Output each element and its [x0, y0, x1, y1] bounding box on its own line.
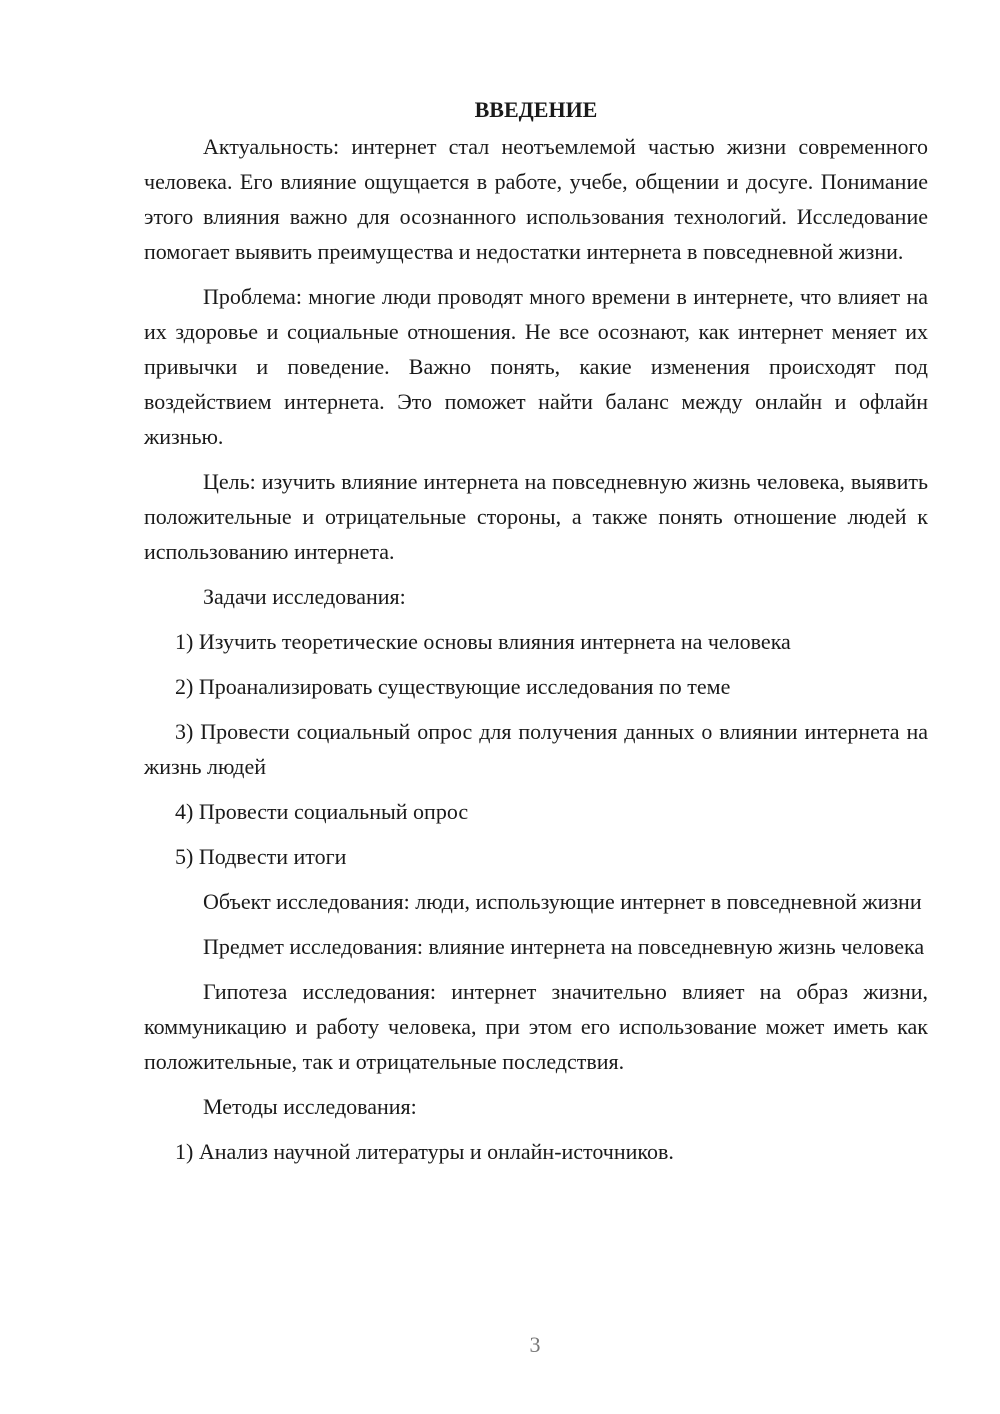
goal-paragraph: Цель: изучить влияние интернета на повседневную жизнь человека, выявить положительные и отрицательные стороны, а также понять отношение людей к использованию интернета. — [144, 469, 928, 564]
relevance-paragraph: Актуальность: интернет стал неотъемлемой частью жизни современного человека. Его влияние ощущается в работе, учебе, общении и досуге. Понимание этого влияния важно для осознанного использования технологий. Исследование помогает выявить преимущества и недостатки интернета в повседневной жизни. — [144, 134, 928, 264]
method-item: 1) Анализ научной литературы и онлайн-источников. — [175, 1139, 674, 1164]
methods-heading: Методы исследования: — [203, 1094, 417, 1119]
task-item: 3) Провести социальный опрос для получения данных о влиянии интернета на жизнь людей — [144, 719, 928, 779]
problem-paragraph: Проблема: многие люди проводят много времени в интернете, что влияет на их здоровье и социальные отношения. Не все осознают, как интернет меняет их привычки и поведение. Важно понять, какие изменения происходят под воздействием интернета. Это поможет найти баланс между онлайн и офлайн жизнью. — [144, 284, 928, 449]
hypothesis-paragraph: Гипотеза исследования: интернет значительно влияет на образ жизни, коммуникацию и работу человека, при этом его использование может иметь как положительные, так и отрицательные последствия. — [144, 979, 928, 1074]
task-item: 1) Изучить теоретические основы влияния интернета на человека — [175, 629, 791, 654]
task-item: 4) Провести социальный опрос — [175, 799, 469, 824]
tasks-heading: Задачи исследования: — [203, 584, 406, 609]
task-item: 5) Подвести итоги — [175, 844, 347, 869]
object-paragraph: Объект исследования: люди, использующие интернет в повседневной жизни — [203, 889, 922, 914]
page-number: 3 — [529, 1332, 541, 1357]
task-item: 2) Проанализировать существующие исследования по теме — [175, 674, 731, 699]
subject-paragraph: Предмет исследования: влияние интернета на повседневную жизнь человека — [203, 934, 925, 959]
document-page — [144, 92, 928, 1179]
section-title: ВВЕДЕНИЕ — [474, 97, 598, 122]
